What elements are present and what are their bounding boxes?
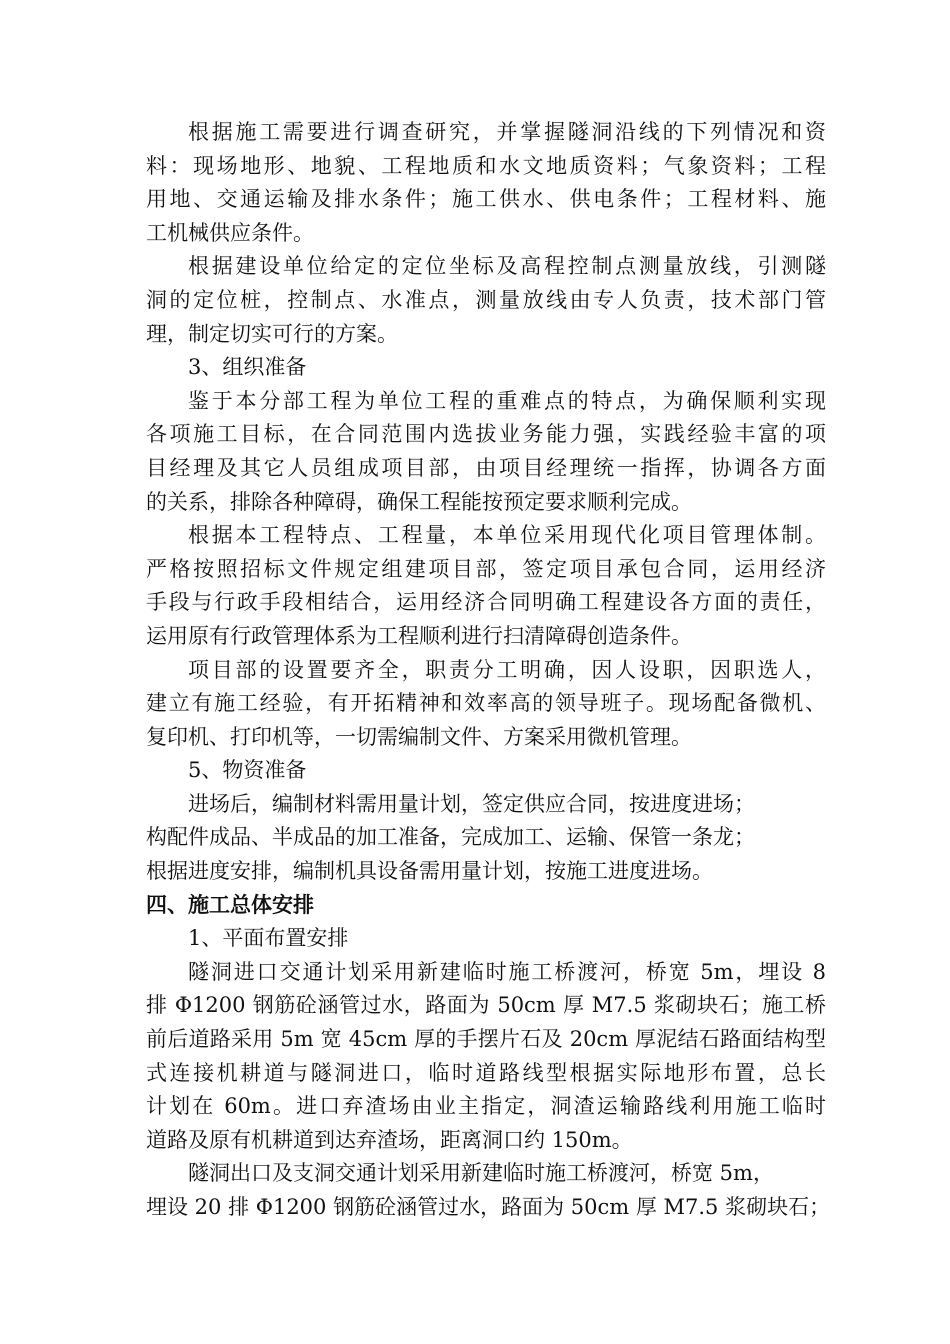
text-line: 计划在 60m。进口弃渣场由业主指定，洞渣运输路线利用施工临时 bbox=[146, 1094, 826, 1119]
text-line: 严格按照招标文件规定组建项目部，签定项目承包合同，运用经济 bbox=[146, 556, 826, 581]
text-line: 隧洞出口及支洞交通计划采用新建临时施工桥渡河，桥宽 5m， bbox=[188, 1161, 774, 1186]
text-line: 道路及原有机耕道到达弃渣场，距离洞口约 150m。 bbox=[146, 1127, 633, 1152]
text-line: 根据本工程特点、工程量，本单位采用现代化项目管理体制。 bbox=[188, 523, 826, 548]
text-line: 排 Φ1200 钢筋砼涵管过水，路面为 50cm 厚 M7.5 浆砌块石；施工桥 bbox=[146, 993, 826, 1018]
text-line: 进场后，编制材料需用量计划，签定供应合同，按进度进场； bbox=[188, 791, 755, 816]
text-line: 各项施工目标，在合同范围内选拔业务能力强，实践经验丰富的项 bbox=[146, 422, 826, 447]
text-line: 用地、交通运输及排水条件；施工供水、供电条件；工程材料、施 bbox=[146, 187, 826, 212]
section-heading: 四、施工总体安排 bbox=[146, 892, 314, 917]
text-line: 建立有施工经验，有开拓精神和效率高的领导班子。现场配备微机、 bbox=[146, 691, 826, 716]
text-line: 式连接机耕道与隧洞进口，临时道路线型根据实际地形布置，总长 bbox=[146, 1060, 826, 1085]
text-line: 前后道路采用 5m 宽 45cm 厚的手摆片石及 20cm 厚泥结石路面结构型 bbox=[146, 1027, 826, 1052]
text-line: 根据进度安排，编制机具设备需用量计划，按施工进度进场。 bbox=[146, 859, 713, 884]
text-line: 根据施工需要进行调查研究，并掌握隧洞沿线的下列情况和资 bbox=[188, 120, 826, 144]
text-line: 理，制定切实可行的方案。 bbox=[146, 321, 398, 346]
text-line: 的关系，排除各种障碍，确保工程能按预定要求顺利完成。 bbox=[146, 489, 692, 514]
text-line: 工机械供应条件。 bbox=[146, 220, 314, 245]
text-line: 构配件成品、半成品的加工准备，完成加工、运输、保管一条龙； bbox=[146, 825, 755, 850]
text-line: 埋设 20 排 Φ1200 钢筋砼涵管过水，路面为 50cm 厚 M7.5 浆砌块石； bbox=[146, 1195, 831, 1219]
text-line: 料：现场地形、地貌、工程地质和水文地质资料；气象资料；工程 bbox=[146, 153, 826, 178]
text-line: 运用原有行政管理体系为工程顺利进行扫清障碍创造条件。 bbox=[146, 623, 692, 648]
text-line: 隧洞进口交通计划采用新建临时施工桥渡河，桥宽 5m，埋设 8 bbox=[188, 959, 826, 984]
text-line: 手段与行政手段相结合，运用经济合同明确工程建设各方面的责任， bbox=[146, 590, 826, 615]
text-line: 项目部的设置要齐全，职责分工明确，因人设职，因职选人， bbox=[188, 657, 826, 682]
document-page bbox=[146, 116, 831, 1225]
text-line: 洞的定位桩，控制点、水准点，测量放线由专人负责，技术部门管 bbox=[146, 287, 826, 312]
subheading: 5、物资准备 bbox=[188, 758, 307, 783]
text-line: 目经理及其它人员组成项目部，由项目经理统一指挥，协调各方面 bbox=[146, 455, 826, 480]
subheading: 3、组织准备 bbox=[188, 355, 307, 380]
text-line: 根据建设单位给定的定位坐标及高程控制点测量放线，引测隧 bbox=[188, 254, 826, 279]
text-line: 鉴于本分部工程为单位工程的重难点的特点，为确保顺利实现 bbox=[188, 388, 826, 413]
text-line: 复印机、打印机等，一切需编制文件、方案采用微机管理。 bbox=[146, 724, 692, 749]
subheading: 1、平面布置安排 bbox=[188, 926, 349, 951]
